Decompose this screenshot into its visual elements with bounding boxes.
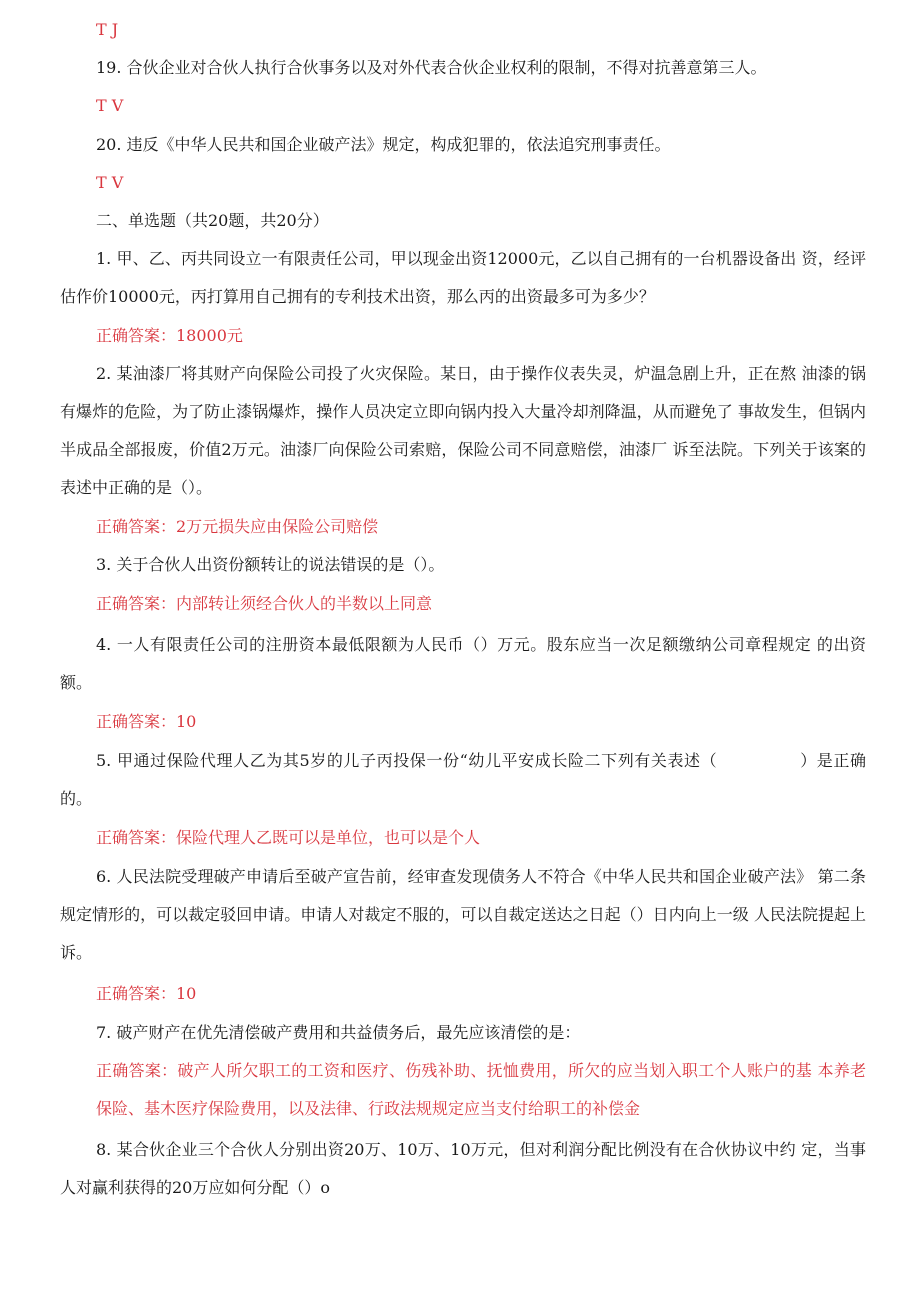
answer-3: 正确答案：内部转让须经合伙人的半数以上同意 <box>96 594 433 613</box>
question-tf-20: 20. 违反《中华人民共和国企业破产法》规定，构成犯罪的，依法追究刑事责任。 <box>96 135 671 154</box>
question-4 <box>60 626 866 702</box>
answer-2: 正确答案：2万元损失应由保险公司赔偿 <box>96 517 379 536</box>
question-5 <box>60 742 866 818</box>
question-8 <box>60 1131 866 1207</box>
question-7 <box>60 1014 866 1052</box>
tf-answer-20: T V <box>96 173 124 192</box>
answer-4: 正确答案：10 <box>96 712 197 731</box>
question-7-text: 7. 破产财产在优先清偿破产费用和共益债务后，最先应该清偿的是： <box>96 1023 581 1042</box>
tf-answer-19: T V <box>96 96 124 115</box>
question-1-text: 1. 甲、乙、丙共同设立一有限责任公司，甲以现金出资12000元，乙以自己拥有的一台机器设备出 资，经评估作价10000元，丙打算用自己拥有的专利技术出资，那么丙的出资最多可为多少？ <box>60 249 866 306</box>
question-3 <box>60 546 866 584</box>
question-tf-19: 19. 合伙企业对合伙人执行合伙事务以及对外代表合伙企业权利的限制，不得对抗善意第三人。 <box>96 58 767 77</box>
question-8-text: 8. 某合伙企业三个合伙人分别出资20万、10万、10万元，但对利润分配比例没有在合伙协议中约 定，当事人对赢利获得的20万应如何分配（）o <box>60 1140 866 1197</box>
question-5-text: 5. 甲通过保险代理人乙为其5岁的儿子丙投保一份“幼儿平安成长险二下列有关表述（ ）是正确的。 <box>60 751 866 808</box>
question-6-text: 6. 人民法院受理破产申请后至破产宣告前，经审查发现债务人不符合《中华人民共和国企业破产法》 第二条规定情形的，可以裁定驳回申请。申请人对裁定不服的，可以自裁定送达之日起（）日内向上一级 人民法院提起上诉。 <box>60 867 866 962</box>
question-4-text: 4. 一人有限责任公司的注册资本最低限额为人民币（）万元。股东应当一次足额缴纳公司章程规定 的出资额。 <box>60 635 866 692</box>
question-3-text: 3. 关于合伙人出资份额转让的说法错误的是（）。 <box>96 555 445 574</box>
question-2-text: 2. 某油漆厂将其财产向保险公司投了火灾保险。某日，由于操作仪表失灵，炉温急剧上升，正在熬 油漆的锅有爆炸的危险，为了防止漆锅爆炸，操作人员决定立即向锅内投入大量冷却剂降温，从而避免了 事故发生，但锅内半成品全部报废，价值2万元。油漆厂向保险公司索赔，保险公司不同意赔偿，油漆厂 诉至法院。下列关于该案的表述中正确的是（）。 <box>60 364 866 497</box>
tf-answer-18: T J <box>96 20 119 39</box>
question-6 <box>60 858 866 972</box>
question-2 <box>60 355 866 507</box>
question-1 <box>60 240 866 316</box>
answer-7: 正确答案：破产人所欠职工的工资和医疗、伤残补助、抚恤费用，所欠的应当划入职工个人账户的基 本养老保险、基木医疗保险费用，以及法律、行政法规规定应当支付给职工的补偿金 <box>96 1061 866 1118</box>
answer-1: 正确答案：18000元 <box>96 326 243 345</box>
answer-6: 正确答案：10 <box>96 984 197 1003</box>
answer-5: 正确答案：保险代理人乙既可以是单位，也可以是个人 <box>96 828 481 847</box>
section-title: 二、单选题（共20题，共20分） <box>96 211 329 230</box>
